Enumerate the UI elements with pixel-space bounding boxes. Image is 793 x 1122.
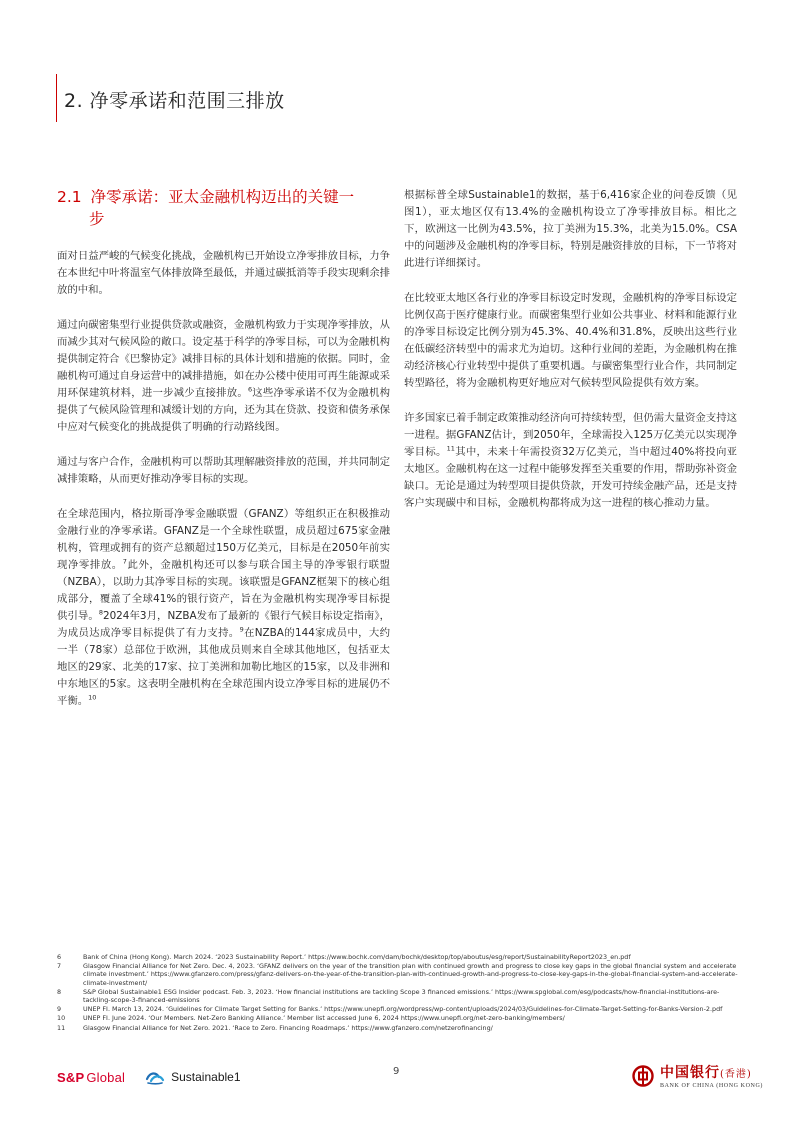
footnote-number: 7 xyxy=(57,962,62,971)
paragraph-text: 在比较亚太地区各行业的净零目标设定时发现，金融机构的净零目标设定比例仅高于医疗健康行业。而碳密集型行业如公共事业、材料和能源行业的净零目标设定比例分别为45.3%、40.4%和31.8%，反映出这些行业在低碳经济转型中的需求尤为迫切。这种行业间的差距，为金融机构在推动经济核心行业转型中提供了重要机遇。与碳密集型行业合作，共同制定转型路径，将为金融机构更好地应对气候转型风险提供有效方案。 xyxy=(404,292,737,389)
page-number: 9 xyxy=(393,1066,400,1077)
footnote-reference: 9 xyxy=(239,625,244,634)
footnote-reference: 10 xyxy=(88,693,97,702)
section-accent-bar xyxy=(56,74,57,122)
footnote-text: UNEP FI. March 13, 2024. ‘Guidelines for Climate Target Setting for Banks.’ https://www.unepfi.org/wordpress/wp-content/uploads/2024/03/Guidelines-for-Climate-Target-Setting-for-Banks-Version-2.pdf xyxy=(83,1005,723,1014)
footnote-reference: 7 xyxy=(122,557,127,566)
right-column xyxy=(404,187,737,530)
footnote-text: Glasgow Financial Alliance for Net Zero. 2021. ‘Race to Zero. Financing Roadmaps.’ https://www.gfanzero.com/netzerofinancing/ xyxy=(83,1023,493,1032)
left-paragraphs xyxy=(57,248,390,710)
footnote-reference: 11 xyxy=(446,444,455,453)
boc-hk-text: (香港) xyxy=(720,1069,752,1080)
body-paragraph xyxy=(404,410,737,512)
sustainable1-text: Sustainable1 xyxy=(171,1070,241,1084)
paragraph-text: 2024年3月，NZBA发布了最新的《银行气候目标设定指南》，为成员达成净零目标提供了有力支持。 xyxy=(57,610,390,639)
paragraph-text: 在全球范围内，格拉斯哥净零金融联盟（GFANZ）等组织正在积极推动金融行业的净零承诺。GFANZ是一个全球性联盟，成员超过675家金融机构，管理或拥有的资产总额超过150万亿美元，目标是在2050年前实现净零排放。 xyxy=(57,508,390,571)
footer-logos xyxy=(57,1068,241,1086)
footnote-item xyxy=(57,962,740,987)
footnote-text: Bank of China (Hong Kong). March 2024. ‘2023 Sustainability Report.’ https://www.bochk.com/dam/bochk/desktop/top/aboutus/esg/report/SustainabilityReport2023_en.pdf xyxy=(83,953,631,961)
left-column xyxy=(57,186,390,728)
footnote-text: UNEP FI. June 2024. ‘Our Members. Net-Zero Banking Alliance.’ Member list accessed June 6, 2024 https://www.unepfi.org/net-zero-banking/members/ xyxy=(83,1014,565,1023)
footnote-number: 10 xyxy=(57,1014,66,1023)
boc-logo xyxy=(632,1062,763,1089)
sustainable1-logo xyxy=(145,1068,240,1086)
paragraph-text: 面对日益严峻的气候变化挑战，金融机构已开始设立净零排放目标，力争在本世纪中叶将温室气体排放降至最低，并通过碳抵消等手段实现剩余排放的中和。 xyxy=(57,250,390,296)
paragraph-text: 根据标普全球Sustainable1的数据，基于6,416家企业的问卷反馈（见图1），亚太地区仅有13.4%的金融机构设立了净零排放目标。相比之下，欧洲这一比例为43.5%，拉丁美洲为15.3%，北美为15.0%。CSA中的问题涉及金融机构的净零目标，特别是融资排放的目标，下一节将对此进行详细探讨。 xyxy=(404,189,737,269)
body-paragraph xyxy=(57,317,390,436)
body-paragraph xyxy=(404,187,737,272)
footnote-item xyxy=(57,1005,740,1013)
footnote-item xyxy=(57,1024,740,1032)
subsection-title xyxy=(57,186,390,230)
footnote-item xyxy=(57,988,740,1004)
sp-global-logo xyxy=(57,1070,125,1085)
sp-brand-text: S&P xyxy=(57,1069,85,1085)
paragraph-text: 许多国家已着手制定政策推动经济向可持续转型，但仍需大量资金支持这一进程。据GFANZ估计，到2050年，全球需投入125万亿美元以实现净零目标。 xyxy=(404,412,737,458)
footnote-number: 6 xyxy=(57,953,62,961)
paragraph-text: 通过与客户合作，金融机构可以帮助其理解融资排放的范围，并共同制定减排策略，从而更好推动净零目标的实现。 xyxy=(57,456,390,485)
boc-chinese-name xyxy=(660,1062,763,1082)
subsection-number: 2.1 xyxy=(57,188,82,206)
right-paragraphs xyxy=(404,187,737,512)
paragraph-text: 在NZBA的144家成员中，大约一半（78家）总部位于欧洲，其他成员则来自全球其他地区，包括亚太地区的29家、北美的17家、拉丁美洲和加勒比地区的15家，以及非洲和中东地区的5家。这表明全融机构在全球范围内设立净零目标的进展仍不平衡。 xyxy=(57,627,391,707)
footnote-text: S&P Global Sustainable1 ESG Insider podcast. Feb. 3, 2023. ‘How financial institutions are tackling Scope 3 financed emissions.’ https://www.spglobal.com/esg/podcasts/how-financial-institutions-are-tackling-scope-3-financed-emissions xyxy=(83,987,720,1005)
sp-global-text: Global xyxy=(86,1069,126,1085)
footnote-item xyxy=(57,1014,740,1022)
paragraph-text: 通过向碳密集型行业提供贷款或融资，金融机构致力于实现净零排放，从而减少其对气候风险的敞口。设定基于科学的净零目标，可以为金融机构提供制定符合《巴黎协定》减排目标的具体计划和措施的依据。同时，金融机构可通过自身运营中的减排措施，如在办公楼中使用可再生能源或采用环保建筑材料，进一步减少直接排放。 xyxy=(57,319,390,399)
footnote-text: Glasgow Financial Alliance for Net Zero. Dec. 4, 2023. ‘GFANZ delivers on the year of the transition plan with continued growth and progress to close key gaps in the global financial system and accelerate climate investment.’ https://www.gfanzero.com/press/gfanz-delivers-on-the-year-of-the-transition-plan-with-continued-growth-and-progress-to-close-key-gaps-in-the-global-financial-system-and-accelerate-climate-investment/ xyxy=(83,962,738,987)
footnote-reference: 6 xyxy=(247,385,253,394)
subsection-title-line2: 步 xyxy=(89,210,105,228)
footnote-number: 11 xyxy=(57,1023,66,1032)
body-paragraph xyxy=(57,454,390,488)
boc-emblem-icon xyxy=(632,1065,654,1087)
boc-cn-text: 中国银行 xyxy=(660,1065,720,1081)
body-paragraph xyxy=(57,506,390,710)
section-title: 2. 净零承诺和范围三排放 xyxy=(64,90,285,112)
footnote-number: 9 xyxy=(57,1005,62,1014)
footnote-reference: 8 xyxy=(98,608,103,617)
footnote-number: 8 xyxy=(57,987,62,996)
sustainable1-logo-icon xyxy=(145,1068,165,1086)
paragraph-text: 此外，金融机构还可以参与联合国主导的净零银行联盟（NZBA），以助力其净零目标的实现。该联盟是GFANZ框架下的核心组成部分，覆盖了全球41%的银行资产，旨在为金融机构实现净零目标提供引导。 xyxy=(57,559,391,622)
subsection-title-line1: 净零承诺：亚太金融机构迈出的关键一 xyxy=(90,188,355,206)
body-paragraph xyxy=(404,290,737,392)
footnote-item xyxy=(57,953,740,961)
paragraph-text: 其中，未来十年需投资32万亿美元，当中超过40%将投向亚太地区。金融机构在这一过程中能够发挥至关重要的作用，帮助弥补资金缺口。无论是通过为转型项目提供贷款，开发可持续金融产品，还是支持客户实现碳中和目标，金融机构都将成为这一进程的核心推动力量。 xyxy=(404,446,737,509)
paragraph-text: 这些净零承诺不仅为金融机构提供了气候风险管理和减缓计划的方向，还为其在贷款、投资和债务承保中应对气候变化的挑战提供了明确的行动路线图。 xyxy=(57,387,391,433)
boc-english-name: BANK OF CHINA (HONG KONG) xyxy=(660,1083,763,1089)
body-paragraph xyxy=(57,248,390,299)
footnotes xyxy=(57,953,740,1033)
